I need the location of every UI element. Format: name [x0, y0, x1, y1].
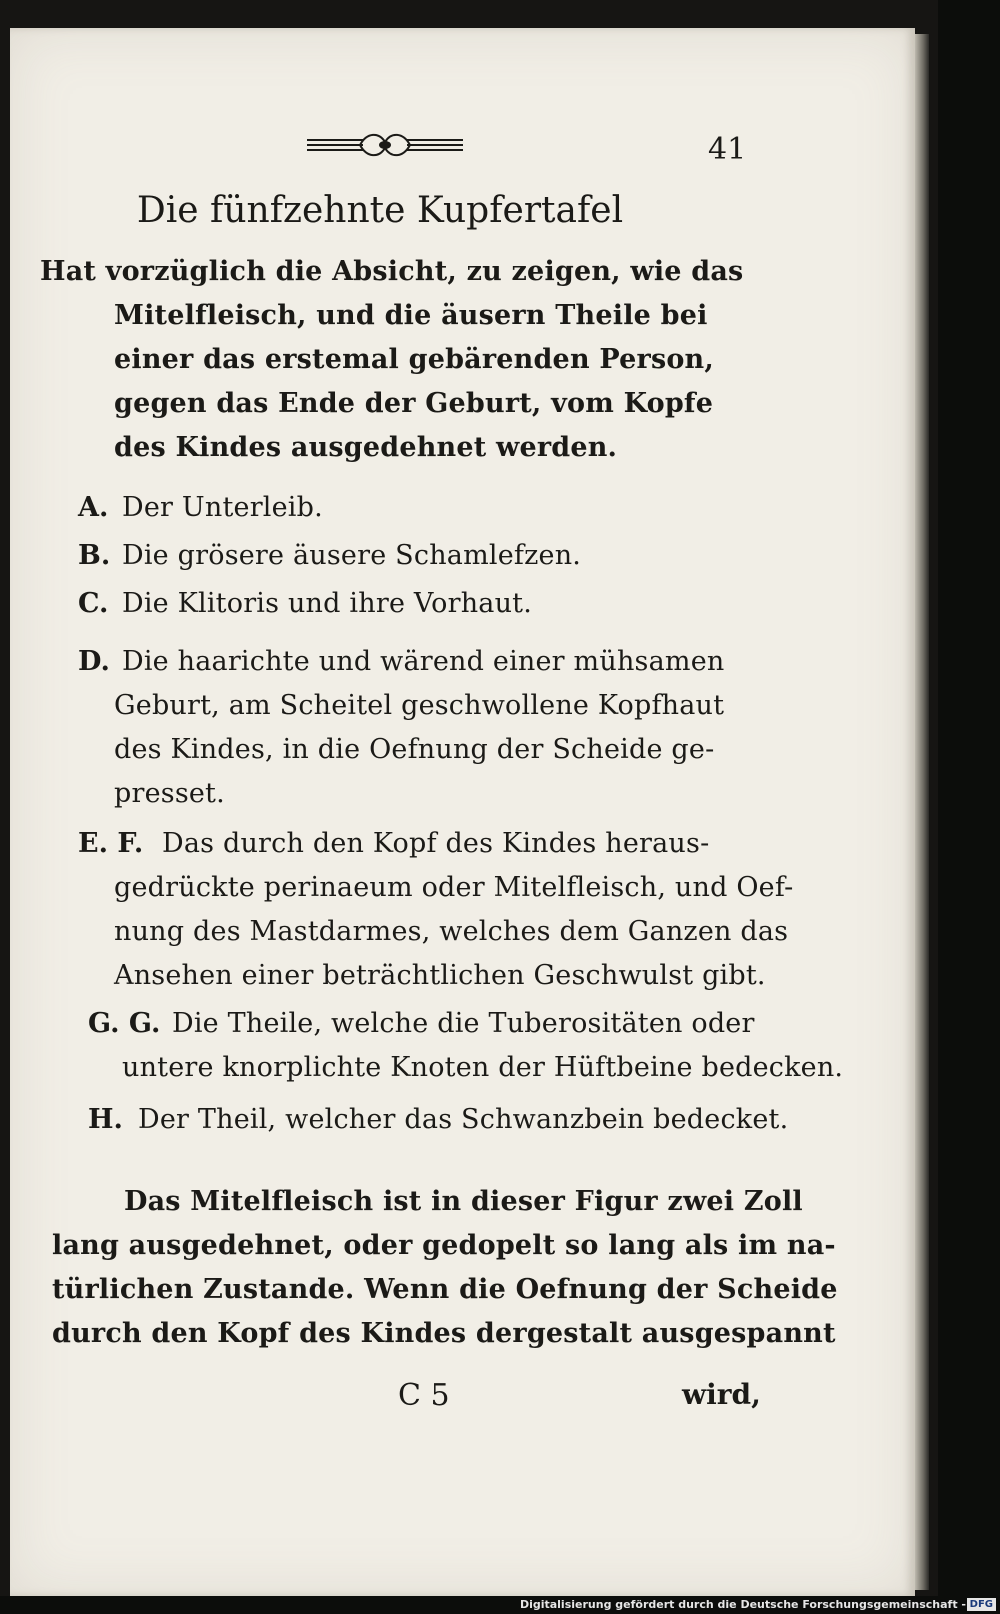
entry-label: C. — [78, 588, 109, 619]
entry-text: presset. — [114, 778, 225, 809]
closing-line: durch den Kopf des Kindes dergestalt ausgespannt — [52, 1318, 836, 1349]
printer-ornament-icon — [305, 128, 465, 162]
entry-text: Der Theil, welcher das Schwanzbein bedecket. — [138, 1104, 789, 1135]
entry-text: Geburt, am Scheitel geschwollene Kopfhaut — [114, 690, 725, 721]
entry-text: Ansehen einer beträchtlichen Geschwulst gibt. — [114, 960, 766, 991]
entry-text: Die grösere äusere Schamlefzen. — [122, 540, 582, 571]
entry-label: D. — [78, 646, 110, 677]
closing-line: türlichen Zustande. Wenn die Oefnung der Scheide — [52, 1274, 838, 1305]
entry-text: gedrückte perinaeum oder Mitelfleisch, und Oef- — [114, 872, 794, 903]
page-number: 41 — [708, 132, 747, 167]
entry-text: Die Theile, welche die Tuberositäten oder — [172, 1008, 755, 1039]
closing-line: Das Mitelfleisch ist in dieser Figur zwei Zoll — [124, 1186, 803, 1217]
intro-line: einer das erstemal gebärenden Person, — [114, 344, 714, 375]
entry-text: nung des Mastdarmes, welches dem Ganzen das — [114, 916, 789, 947]
signature-mark: C 5 — [398, 1378, 450, 1413]
digitization-credit: Digitalisierung gefördert durch die Deutsche Forschungsgemeinschaft - — [519, 1598, 966, 1611]
page-edge — [915, 34, 929, 1590]
entry-label: G. G. — [88, 1008, 161, 1039]
entry-text: untere knorplichte Knoten der Hüftbeine bedecken. — [122, 1052, 844, 1083]
intro-line: des Kindes ausgedehnet werden. — [114, 432, 618, 463]
intro-line: gegen das Ende der Geburt, vom Kopfe — [114, 388, 714, 419]
dfg-logo: DFG — [967, 1598, 996, 1611]
intro-line: Mitelfleisch, und die äusern Theile bei — [114, 300, 708, 331]
entry-label: A. — [78, 492, 109, 523]
entry-text: Die Klitoris und ihre Vorhaut. — [122, 588, 532, 619]
plate-heading: Die fünfzehnte Kupfertafel — [136, 190, 624, 231]
entry-text: Der Unterleib. — [122, 492, 323, 523]
entry-text: des Kindes, in die Oefnung der Scheide ge- — [114, 734, 715, 765]
entry-label: B. — [78, 540, 111, 571]
entry-text: Das durch den Kopf des Kindes heraus- — [162, 828, 710, 859]
intro-line: Hat vorzüglich die Absicht, zu zeigen, wie das — [40, 256, 744, 287]
entry-label: E. F. — [78, 828, 144, 859]
catchword: wird, — [682, 1378, 761, 1411]
entry-label: H. — [88, 1104, 123, 1135]
closing-line: lang ausgedehnet, oder gedopelt so lang als im na- — [52, 1230, 836, 1261]
entry-text: Die haarichte und wärend einer mühsamen — [122, 646, 725, 677]
